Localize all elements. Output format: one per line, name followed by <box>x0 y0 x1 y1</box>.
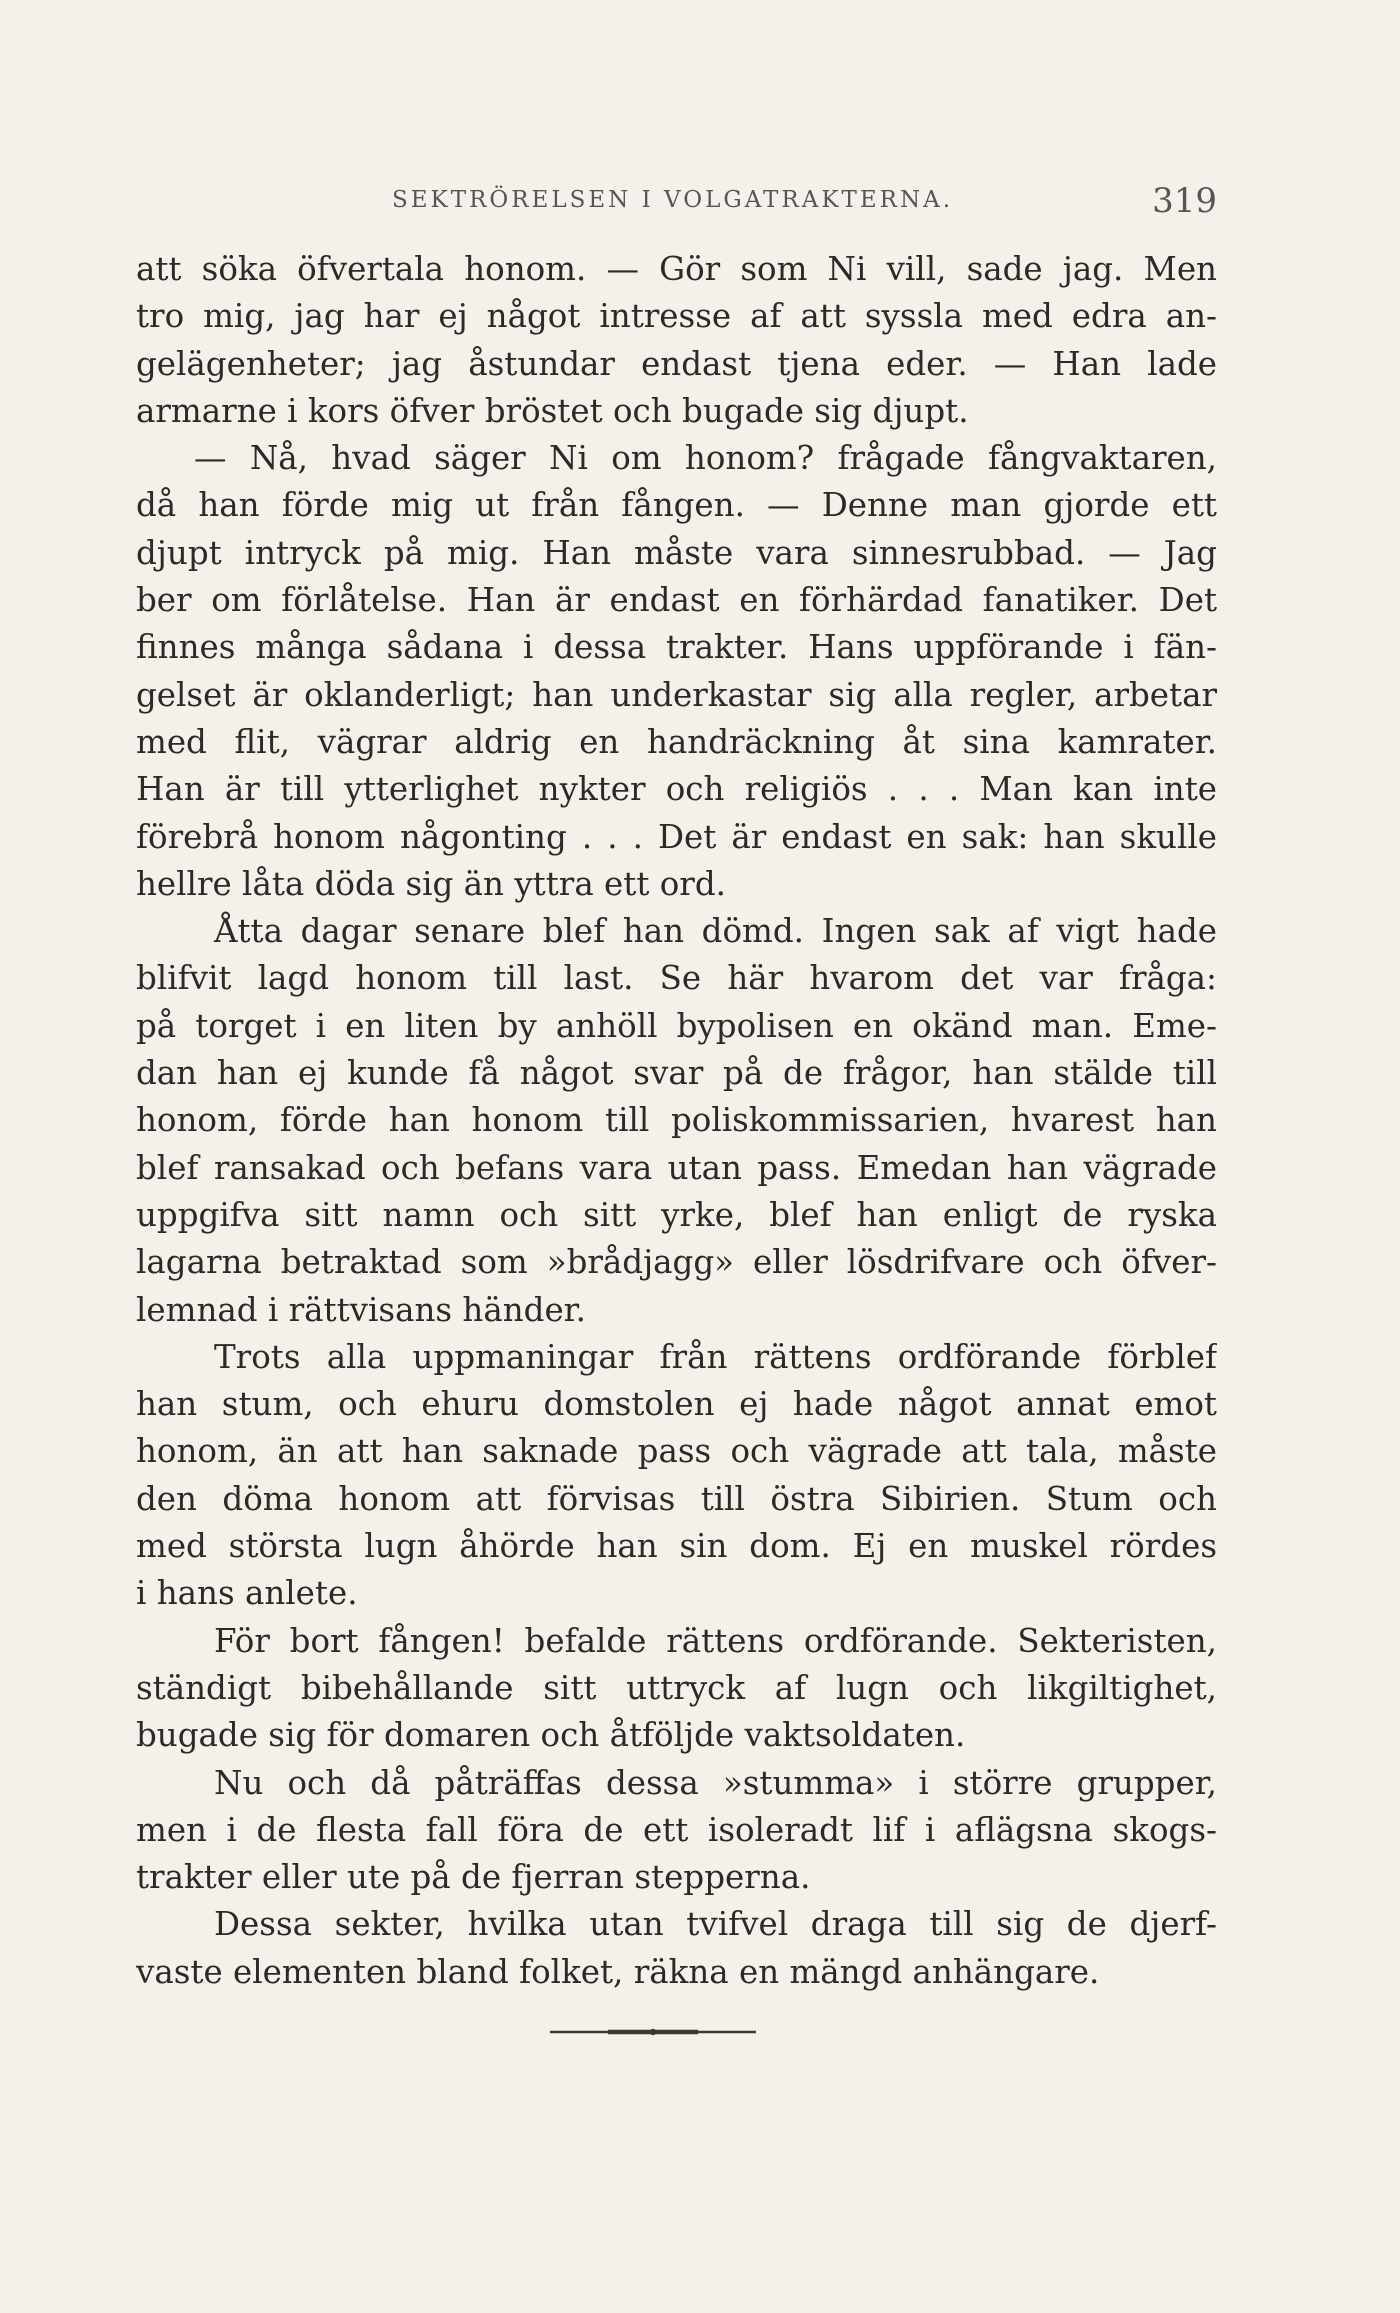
text-line: förebrå honom någonting . . . Det är endast en sak: han skulle <box>136 817 1217 856</box>
text-line: djupt intryck på mig. Han måste vara sinnesrubbad. — Jag <box>136 533 1217 572</box>
text-line: gelset är oklanderligt; han underkastar sig alla regler, arbetar <box>136 675 1217 714</box>
text-line: trakter eller ute på de fjerran stepperna. <box>136 1858 811 1897</box>
text-line: armarne i kors öfver bröstet och bugade sig djupt. <box>136 391 969 430</box>
running-head: SEKTRÖRELSEN I VOLGATRAKTERNA. <box>392 187 954 213</box>
text-line: med största lugn åhörde han sin dom. Ej en muskel rördes <box>136 1527 1217 1566</box>
text-line: Han är till ytterlighet nykter och religiös . . . Man kan inte <box>136 770 1217 809</box>
text-line: men i de flesta fall föra de ett isoleradt lif i aflägsna skogs- <box>136 1810 1217 1849</box>
text-line: att söka öfvertala honom. — Gör som Ni vill, sade jag. Men <box>136 250 1217 288</box>
text-line: — Nå, hvad säger Ni om honom? frågade fångvaktaren, <box>194 439 1217 478</box>
text-line: på torget i en liten by anhöll bypolisen en okänd man. Eme- <box>136 1006 1217 1045</box>
text-line: lemnad i rättvisans händer. <box>136 1290 586 1329</box>
text-line: Åtta dagar senare blef han dömd. Ingen sak af vigt hade <box>214 912 1217 951</box>
text-line: dan han ej kunde få något svar på de frågor, han stälde till <box>136 1054 1217 1093</box>
text-line: Nu och då påträffas dessa »stumma» i större grupper, <box>214 1763 1217 1802</box>
ornament-rule-icon <box>548 2026 758 2038</box>
text-line: tro mig, jag har ej något intresse af att syssla med edra an- <box>136 297 1217 336</box>
page-number: 319 <box>1152 181 1217 221</box>
text-line: då han förde mig ut från fången. — Denne man gjorde ett <box>136 486 1217 525</box>
text-line: Trots alla uppmaningar från rättens ordförande förblef <box>214 1337 1217 1376</box>
text-line: Dessa sekter, hvilka utan tvifvel draga till sig de djerf- <box>214 1905 1217 1944</box>
text-line: lagarna betraktad som »brådjagg» eller lösdrifvare och öfver- <box>136 1243 1217 1282</box>
text-line: För bort fången! befalde rättens ordförande. Sekteristen, <box>214 1621 1217 1660</box>
text-line: blef ransakad och befans vara utan pass. Emedan han vägrade <box>136 1148 1217 1187</box>
text-line: honom, förde han honom till poliskommissarien, hvarest han <box>136 1101 1217 1140</box>
text-line: blifvit lagd honom till last. Se här hvarom det var fråga: <box>136 959 1217 998</box>
body-text <box>136 246 1217 1996</box>
text-line: i hans anlete. <box>136 1574 358 1613</box>
text-line: gelägenheter; jag åstundar endast tjena eder. — Han lade <box>136 344 1217 383</box>
end-ornament-rule <box>548 2026 758 2038</box>
text-line: bugade sig för domaren och åtföljde vaktsoldaten. <box>136 1716 966 1755</box>
text-line: finnes många sådana i dessa trakter. Hans uppförande i fän- <box>136 628 1217 667</box>
page-header <box>136 181 1217 227</box>
text-line: hellre låta döda sig än yttra ett ord. <box>136 864 726 903</box>
text-line: den döma honom att förvisas till östra Sibirien. Stum och <box>136 1479 1217 1518</box>
text-line: han stum, och ehuru domstolen ej hade något annat emot <box>136 1385 1217 1424</box>
text-line: med flit, vägrar aldrig en handräckning åt sina kamrater. <box>136 722 1217 761</box>
text-line: ber om förlåtelse. Han är endast en förhärdad fanatiker. Det <box>136 581 1217 620</box>
text-line: ständigt bibehållande sitt uttryck af lugn och likgiltighet, <box>136 1668 1217 1707</box>
text-line: uppgifva sitt namn och sitt yrke, blef han enligt de ryska <box>136 1195 1217 1234</box>
text-line: vaste elementen bland folket, räkna en mängd anhängare. <box>136 1952 1100 1991</box>
text-line: honom, än att han saknade pass och vägrade att tala, måste <box>136 1432 1217 1471</box>
